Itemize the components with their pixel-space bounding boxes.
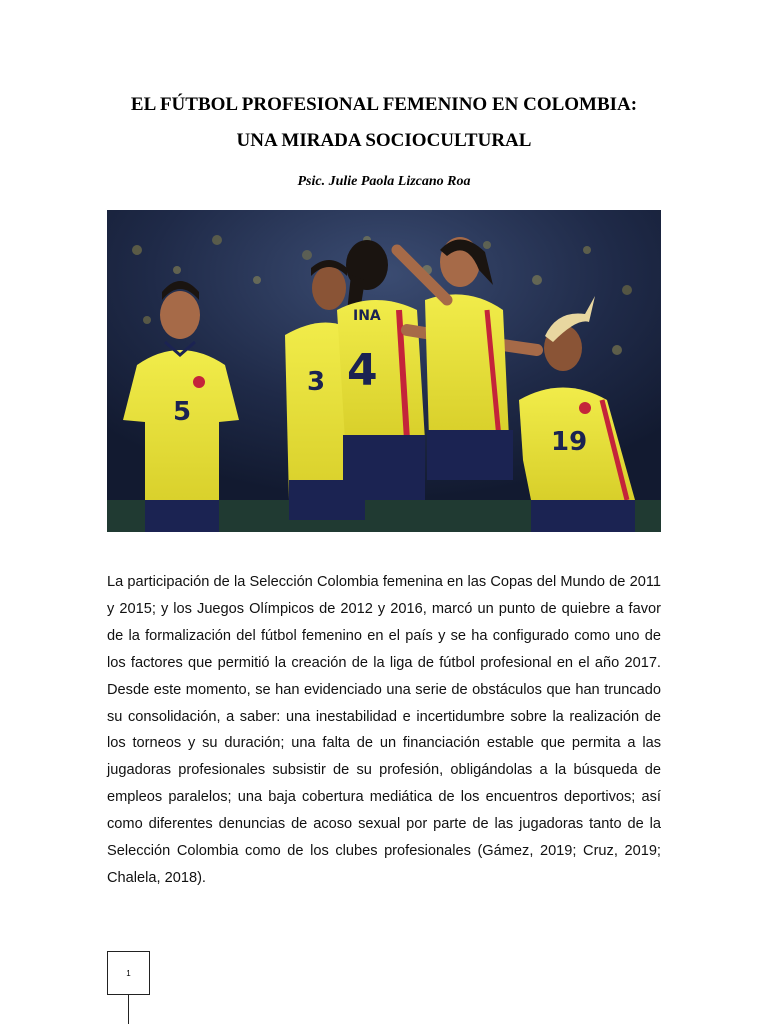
- body-paragraph: La participación de la Selección Colombia femenina en las Copas del Mundo de 2011 y 2015; y los Juegos Olímpicos de 2012 y 2016, marcó un punto de quiebre a favor de la formalización del fútbol femenino en el país y se ha configurado como uno de los factores que permitió la creación de la liga de fútbol profesional en el año 2017. Desde este momento, se han evidenciado una serie de obstáculos que han truncado su consolidación, a saber: una inestabilidad e incertidumbre sobre la realización de los torneos y su duración; una falta de un financiación estable que permita a las jugadoras profesionales subsistir de su profesión, obligándolas a la búsqueda de empleos paralelos; una baja cobertura mediática de los encuentros deportivos; así como diferentes denuncias de acoso sexual por parte de las jugadoras tanto de la Selección Colombia como de los clubes profesionales (Gámez, 2019; Cruz, 2019; Chalela, 2018).: [107, 574, 661, 886]
- jersey-number-3: 3: [307, 367, 326, 397]
- team-celebration-photo: [107, 210, 661, 532]
- jersey-name-fragment: INA: [353, 308, 381, 324]
- jersey-number-19: 19: [551, 427, 588, 457]
- page-number: 1: [126, 968, 131, 978]
- photo-illustration: [107, 210, 661, 532]
- author-byline: Psic. Julie Paola Lizcano Roa: [297, 174, 471, 189]
- jersey-number-5: 5: [173, 397, 192, 427]
- page-number-box: [107, 951, 150, 995]
- document-title-line-2: UNA MIRADA SOCIOCULTURAL: [236, 130, 532, 151]
- page-number-connector: [128, 995, 129, 1024]
- jersey-number-4: 4: [347, 345, 378, 396]
- document-title-line-1: EL FÚTBOL PROFESIONAL FEMENINO EN COLOMBIA:: [130, 94, 638, 115]
